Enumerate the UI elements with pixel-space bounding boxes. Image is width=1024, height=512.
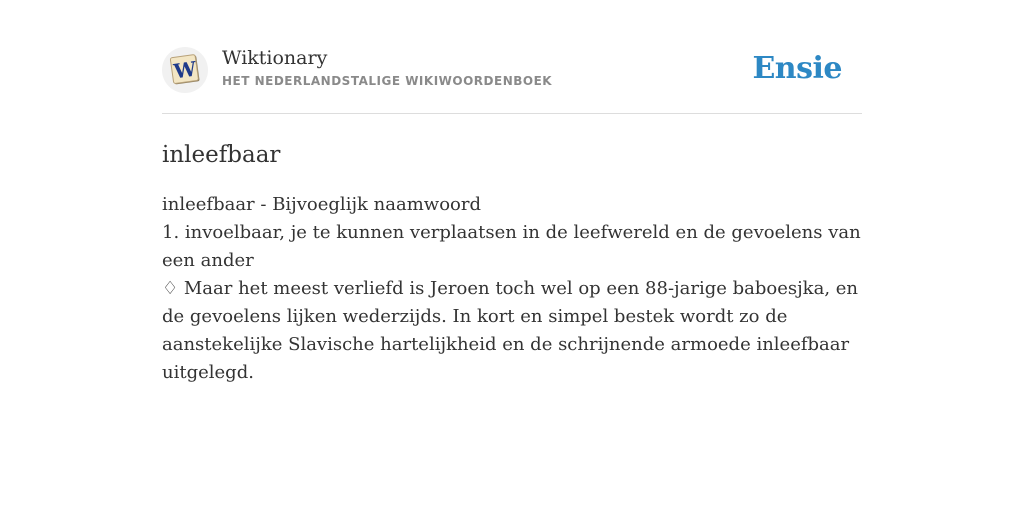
site-header — [162, 45, 862, 114]
svg-text:W: W — [172, 56, 198, 84]
wiktionary-w-icon — [168, 53, 202, 87]
wiktionary-logo-icon[interactable] — [162, 47, 208, 93]
brand-name[interactable]: Wiktionary — [222, 47, 328, 69]
brand — [222, 45, 552, 90]
page — [162, 0, 862, 387]
definition-example: ♢ Maar het meest verliefd is Jeroen toch wel op een 88-jarige baboesjka, en de gevoelens lijken wederzijds. In kort en simpel bestek wordt zo de aanstekelijke Slavische hartelijkheid en de schrijnende armoede inleefbaar uitgelegd. — [162, 278, 859, 383]
brand-tagline: HET NEDERLANDSTALIGE WIKIWOORDENBOEK — [222, 74, 553, 88]
definition-body — [162, 191, 862, 387]
page-title: inleefbaar — [162, 142, 281, 168]
definition-sense-1: 1. invoelbaar, je te kunnen verplaatsen in de leefwereld en de gevoelens van een ander — [162, 222, 861, 271]
definition-heading-line: inleefbaar - Bijvoeglijk naamwoord — [162, 194, 481, 215]
ensie-logo-link[interactable]: Ensie — [752, 51, 842, 86]
